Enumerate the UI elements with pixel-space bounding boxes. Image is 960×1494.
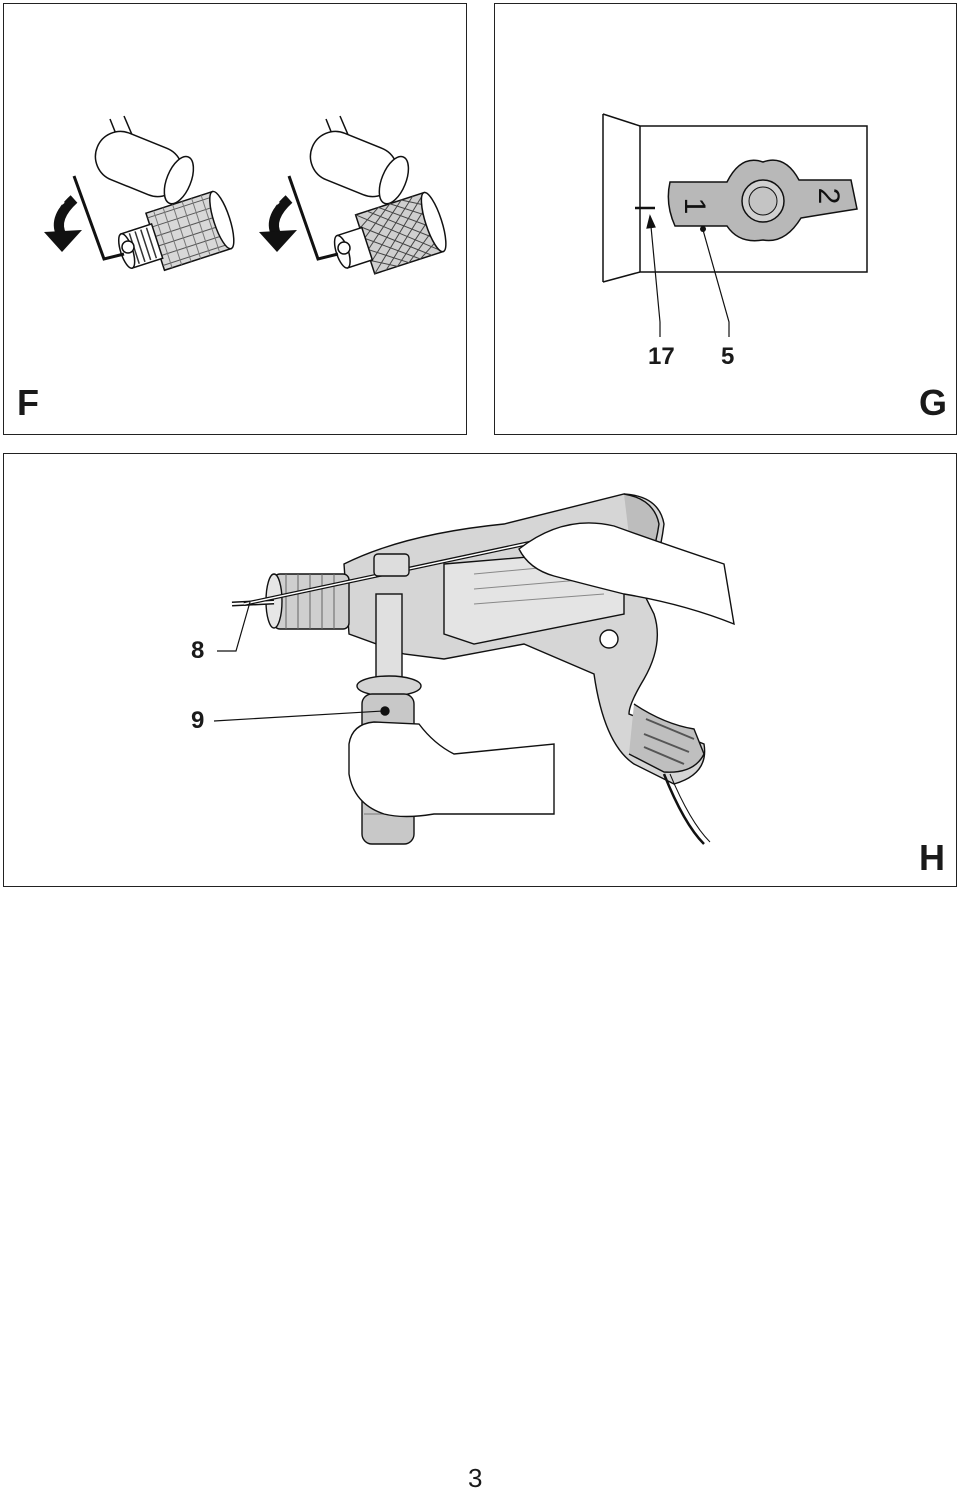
gear-position-2: 2 bbox=[812, 187, 846, 205]
figure-g-panel bbox=[494, 3, 957, 435]
chuck-left-illustration bbox=[74, 116, 239, 281]
figure-h-illustration bbox=[4, 454, 958, 888]
chuck-right-illustration bbox=[289, 116, 451, 283]
gear-position-1: 1 bbox=[678, 197, 712, 215]
callout-9: 9 bbox=[191, 707, 205, 734]
figure-f-illustration bbox=[4, 4, 468, 436]
callout-leaders bbox=[647, 216, 729, 337]
figure-g-label: G bbox=[919, 382, 948, 423]
page-number: 3 bbox=[468, 1463, 483, 1493]
figure-h-panel bbox=[3, 453, 957, 887]
figure-f-label: F bbox=[17, 382, 39, 423]
callout-8: 8 bbox=[191, 637, 205, 664]
figure-g-illustration bbox=[495, 4, 958, 436]
figure-f-panel bbox=[3, 3, 467, 435]
rotation-arrow-left-icon bbox=[44, 199, 82, 252]
rotation-arrow-right-icon bbox=[259, 199, 297, 252]
gear-selector-switch bbox=[668, 160, 857, 241]
callout-17: 17 bbox=[648, 343, 675, 370]
callout-5: 5 bbox=[721, 343, 735, 370]
figure-h-label: H bbox=[919, 837, 945, 878]
